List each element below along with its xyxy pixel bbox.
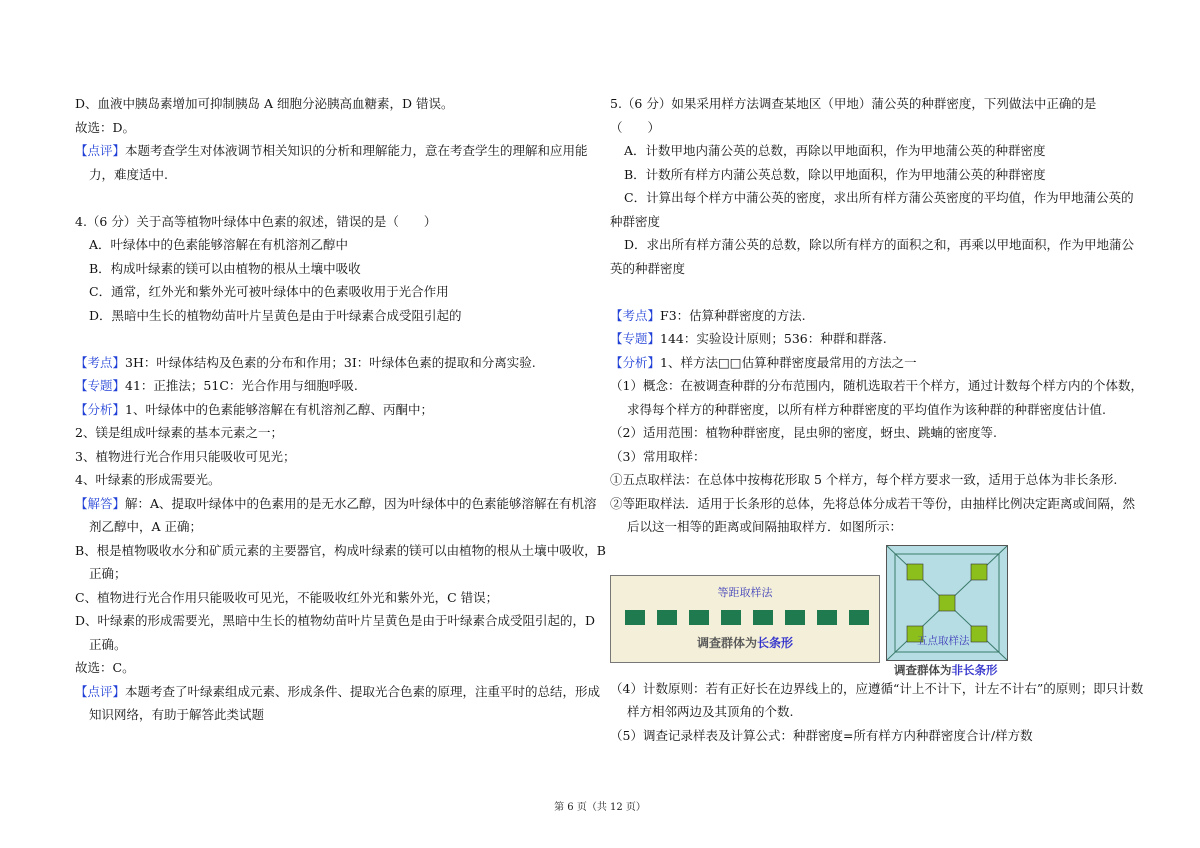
comment-line: 【点评】本题考查学生对体液调节相关知识的分析和理解能力，意在考查学生的理解和应用能 xyxy=(75,143,588,158)
sample-square xyxy=(657,610,677,625)
analysis-line: 2、镁是组成叶绿素的基本元素之一； xyxy=(75,425,283,440)
analysis-line: 后以这一相等的距离或间隔抽取样方．如图所示： xyxy=(627,519,903,534)
analysis-line: （2）适用范围：植物种群密度，昆虫卵的密度，蚜虫、跳蝻的密度等. xyxy=(610,425,997,440)
solution-tag: 【解答】 xyxy=(75,495,126,511)
question-5-paren: （ ） xyxy=(610,119,661,135)
equidistant-caption: 调查群体为长条形 xyxy=(696,635,794,650)
topic-tag: 【专题】 xyxy=(75,378,126,393)
analysis-line: （5）调查记录样表及计算公式：种群密度=所有样方内种群密度合计/样方数 xyxy=(610,727,1033,743)
option-d: D．黑暗中生长的植物幼苗叶片呈黄色是由于叶绿素合成受阻引起的 xyxy=(89,307,462,323)
sample-square xyxy=(721,610,741,625)
five-point-sampling-figure xyxy=(886,545,1008,661)
knowledge-point: 【考点】F3：估算种群密度的方法. xyxy=(610,307,806,323)
analysis: 【分析】1、叶绿体中的色素能够溶解在有机溶剂乙醇、丙酮中； xyxy=(75,401,433,417)
analysis-line: 4、叶绿素的形成需要光。 xyxy=(75,472,221,487)
analysis-line: 求得每个样方的种群密度，以所有样方种群密度的平均值作为该种群的种群密度估计值. xyxy=(627,401,1106,417)
solution-line: 正确。 xyxy=(89,636,127,652)
comment-tag: 【点评】 xyxy=(75,143,126,158)
analysis-line: 3、植物进行光合作用只能吸收可见光； xyxy=(75,448,296,464)
analysis-line: （1）概念：在被调查种群的分布范围内，随机选取若干个样方，通过计数每个样方内的个体数， xyxy=(610,378,1143,393)
option-a: A．计数甲地内蒲公英的总数，再除以甲地面积，作为甲地蒲公英的种群密度 xyxy=(624,143,1046,158)
analysis: 【分析】1、样方法□□估算种群密度最常用的方法之一 xyxy=(610,354,917,370)
answer-line: D、血液中胰岛素增加可抑制胰岛 A 细胞分泌胰高血糖素，D 错误。 xyxy=(75,96,454,111)
topic: 【专题】41：正推法；51C：光合作用与细胞呼吸. xyxy=(75,378,358,393)
analysis-line: （4）计数原则：若有正好长在边界线上的，应遵循“计上不计下，计左不计右”的原则；即只计数 xyxy=(610,680,1144,696)
option-b: B．构成叶绿素的镁可以由植物的根从土壤中吸收 xyxy=(89,260,361,276)
question-4: 4.（6 分）关于高等植物叶绿体中色素的叙述，错误的是（ ） xyxy=(75,213,437,229)
topic: 【专题】144：实验设计原则；536：种群和群落. xyxy=(610,331,887,346)
comment-line-2: 力，难度适中. xyxy=(89,166,168,182)
analysis-line: （3）常用取样： xyxy=(610,448,706,464)
answer-choice: 故选：C。 xyxy=(75,660,135,675)
question-5: 5.（6 分）如果采用样方法调查某地区（甲地）蒲公英的种群密度，下列做法中正确的是 xyxy=(610,96,1097,111)
option-a: A．叶绿体中的色素能够溶解在有机溶剂乙醇中 xyxy=(89,237,349,252)
analysis-line: 样方相邻两边及其顶角的个数. xyxy=(627,704,794,719)
option-c: C．计算出每个样方中蒲公英的密度，求出所有样方蒲公英密度的平均值，作为甲地蒲公英的 xyxy=(624,190,1134,205)
option-c-cont: 种群密度 xyxy=(610,213,661,229)
solution-line: C、植物进行光合作用只能吸收可见光，不能吸收红外光和紫外光，C 错误； xyxy=(75,589,499,605)
five-point-title: 五点取样法 xyxy=(917,634,970,647)
analysis-line: ①五点取样法：在总体中按梅花形取 5 个样方，每个样方要求一致，适用于总体为非长条形. xyxy=(610,472,1118,487)
sample-square xyxy=(689,610,709,625)
right-column xyxy=(610,92,1144,747)
knowledge-tag: 【考点】 xyxy=(75,354,126,370)
equidistant-title: 等距取样法 xyxy=(717,585,773,599)
page-footer: 第 6 页（共 12 页） xyxy=(554,802,646,813)
solution-line: 剂乙醇中，A 正确； xyxy=(89,519,203,534)
solution: 【解答】解：A、提取叶绿体中的色素用的是无水乙醇，因为叶绿体中的色素能够溶解在有机溶 xyxy=(75,495,597,511)
sample-square xyxy=(849,610,869,625)
option-d-cont: 英的种群密度 xyxy=(610,260,686,276)
sample-square xyxy=(817,610,837,625)
option-d: D．求出所有样方蒲公英的总数，除以所有样方的面积之和，再乘以甲地面积，作为甲地蒲公 xyxy=(624,237,1135,252)
five-point-caption: 调查群体为非长条形 xyxy=(894,662,998,677)
analysis-line: ②等距取样法．适用于长条形的总体，先将总体分成若干等份，由抽样比例决定距离或间隔，然 xyxy=(610,495,1136,511)
answer-choice: 故选：D。 xyxy=(75,119,136,135)
comment-tag: 【点评】 xyxy=(75,683,126,699)
solution-line: B、根是植物吸收水分和矿质元素的主要器官，构成叶绿素的镁可以由植物的根从土壤中吸收，B xyxy=(75,542,606,558)
solution-line: D、叶绿素的形成需要光，黑暗中生长的植物幼苗叶片呈黄色是由于叶绿素合成受阻引起的，D xyxy=(75,613,596,628)
analysis-tag: 【分析】 xyxy=(610,354,661,370)
knowledge-tag: 【考点】 xyxy=(610,307,661,323)
analysis-tag: 【分析】 xyxy=(75,401,126,417)
knowledge-point: 【考点】3H：叶绿体结构及色素的分布和作用；3I：叶绿体色素的提取和分离实验. xyxy=(75,354,536,370)
left-column xyxy=(75,92,606,727)
sampling-figures xyxy=(610,545,1130,677)
option-b: B．计数所有样方内蒲公英总数，除以甲地面积，作为甲地蒲公英的种群密度 xyxy=(624,166,1046,182)
sample-square xyxy=(625,610,645,625)
topic-tag: 【专题】 xyxy=(610,331,661,346)
comment-line: 【点评】本题考查了叶绿素组成元素、形成条件、提取光合色素的原理，注重平时的总结，形成 xyxy=(75,683,601,699)
sample-square xyxy=(753,610,773,625)
option-c: C．通常，红外光和紫外光可被叶绿体中的色素吸收用于光合作用 xyxy=(89,284,449,299)
solution-line: 正确； xyxy=(89,566,127,581)
comment-line-2: 知识网络，有助于解答此类试题 xyxy=(89,707,265,722)
sample-square xyxy=(785,610,805,625)
equidistant-sampling-figure xyxy=(610,575,880,663)
